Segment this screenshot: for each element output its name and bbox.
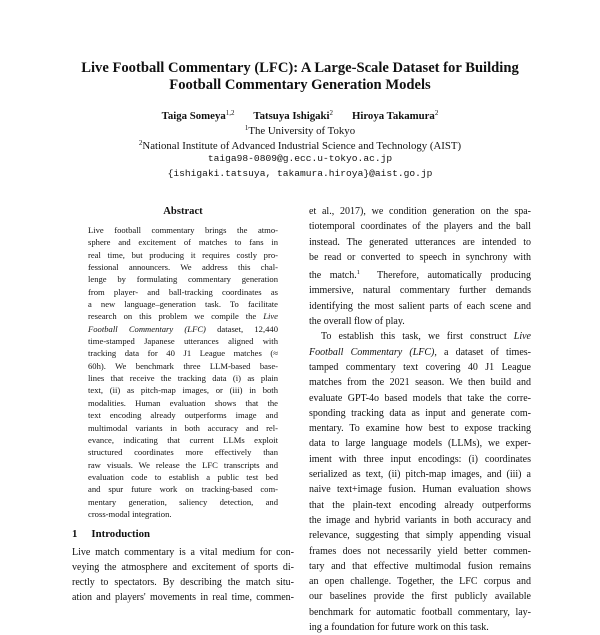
abstract-line: lines that receive the tracking data (i) as plain	[88, 373, 278, 384]
introduction-body	[72, 545, 294, 605]
body-line: benchmark for automatic football commentary, lay-	[309, 606, 531, 618]
intro-line: veying the atmosphere and excitement of sports di-	[72, 562, 294, 573]
footnote-mark: 1	[356, 269, 360, 277]
abstract-line: 60h). We benchmark three LLM-based base-	[88, 360, 278, 371]
abstract-line: lenge by formulating commentary generation	[88, 274, 278, 285]
abstract-line: a new language–generation task. To facilitate	[88, 299, 278, 310]
paper-title	[60, 60, 540, 94]
abstract-line: text encoding already outperforms image and	[88, 410, 278, 421]
abstract-line: Football Commentary (LFC) dataset, 12,440	[88, 323, 278, 334]
body-line: data to large language models (LLMs), we exper-	[309, 438, 531, 450]
body-line: sponding tracking data as input and generate com-	[309, 407, 531, 419]
author-name: Tatsuya Ishigaki	[253, 110, 330, 122]
intro-line: Live match commentary is a vital medium for con-	[72, 547, 294, 558]
title-line-2: Football Commentary Generation Models	[169, 77, 431, 93]
abstract-line: raw visuals. We release the LFC transcripts and	[88, 459, 278, 470]
abstract-line: real time, but producing it requires costly pro-	[88, 249, 278, 260]
abstract-line: cross-modal integration.	[88, 508, 172, 519]
body-line: the image and hybrid variants in both accuracy and	[309, 514, 531, 526]
body-line: tamped commentary text covering 40 J1 League	[309, 361, 531, 373]
intro-line: ation and players' movements in real time, commen-	[72, 592, 294, 603]
section-heading-introduction	[72, 528, 164, 540]
abstract-line: time-stamped Japanese utterances aligned with	[88, 336, 278, 347]
abstract-line: from player- and ball-tracking coordinates as	[88, 286, 278, 297]
abstract-line: evaluation code to establish a public test bed	[88, 471, 278, 482]
email-1: taiga98-0809@g.ecc.u-tokyo.ac.jp	[207, 153, 393, 164]
abstract-line: tracking data for 40 J1 League matches (≈	[88, 348, 278, 359]
abstract-heading: Abstract	[163, 206, 203, 217]
body-line: the overall flow of play.	[309, 316, 405, 328]
body-line: frames does not necessarily yield better commen-	[309, 545, 531, 557]
abstract-line: text, (ii) as pitch-map images, or (iii) in both	[88, 385, 278, 396]
abstract-line: evance, indicating that current LLMs exploit	[88, 434, 278, 445]
body-line: matches from the 2021 season. We then build and	[309, 377, 531, 389]
abstract-line: multimodal variants in both accuracy and rel-	[88, 422, 278, 433]
body-line: our baselines provide the first publicly available	[309, 591, 531, 603]
body-line: that the plain-text encoding already outperforms	[309, 499, 531, 511]
dataset-name-italic: Football Commentary (LFC)	[309, 346, 435, 358]
author-name: Taiga Someya	[161, 110, 226, 122]
dataset-name-italic: Live	[263, 311, 278, 322]
intro-line: rectly to spectators. By describing the match situ-	[72, 577, 294, 588]
dataset-name-italic: Live	[513, 331, 531, 343]
abstract-body	[88, 224, 278, 520]
body-line: evaluate GPT-4o based models that take the corre-	[309, 392, 531, 404]
title-line-1: Live Football Commentary (LFC): A Large-Scale Dataset for Building	[81, 60, 519, 76]
abstract-line: structured coordinates more effectively than	[88, 447, 278, 458]
dataset-name-italic: Football Commentary (LFC)	[88, 323, 206, 334]
body-line: the match.$^1$ Therefore, automatically producing	[309, 269, 532, 282]
body-line: be read or converted to speech in synchrony with	[309, 251, 531, 263]
body-line: immersive, natural commentary further demands	[309, 285, 531, 297]
body-line: an open challenge. Together, the LFC corpus and	[309, 576, 531, 588]
body-line: naive text+image fusion. Human evaluation shows	[309, 484, 531, 496]
body-line: ing a foundation for future work on this task.	[309, 622, 489, 634]
abstract-line: fessional announcers. We address this chal-	[88, 262, 278, 273]
author-affiliation-mark: 2	[434, 109, 439, 117]
body-line: To establish this task, we first construct Live	[321, 331, 531, 343]
abstract-line: and spur future work on tracking-based com-	[88, 484, 278, 495]
abstract-line: sphere and excitement of matches to fans in	[88, 237, 278, 248]
abstract-line: modalities. Human evaluation shows that the	[88, 397, 278, 408]
body-line: tary and that effective multimodal fusion remains	[309, 560, 531, 572]
body-line: mentary. To examine how best to expose tracking	[309, 423, 531, 435]
section-number: 1	[72, 528, 78, 540]
email-2: {ishigaki.tatsuya, takamura.hiroya}@aist.go.jp	[167, 168, 433, 179]
author-affiliation-mark: 2	[329, 109, 334, 117]
body-line: iment with three input encodings: (i) coordinates	[309, 453, 531, 465]
body-line: serialized as text, (ii) pitch-map images, and (iii) a	[309, 469, 531, 481]
affiliation-2: $^2$National Institute of Advanced Industrial Science and Technology (AIST)	[138, 139, 462, 152]
section-title: Introduction	[91, 528, 151, 540]
right-column-body	[309, 204, 531, 635]
body-line: tiotemporal coordinates of the players and the ball	[309, 221, 531, 233]
affiliation-1: $^1$The University of Tokyo	[244, 124, 356, 137]
body-line: relevance, suggesting that simply appending visual	[309, 530, 531, 542]
body-line: Football Commentary (LFC), a dataset of times-	[309, 346, 531, 358]
author-affiliation-mark: 1,2	[225, 109, 235, 117]
body-line: et al., 2017), we condition generation on the spa-	[309, 206, 531, 217]
body-line: instead. The generated utterances are intended to	[309, 236, 531, 248]
body-line: identifying the most salient parts of each scene and	[309, 300, 531, 312]
abstract-line: research on this problem we compile the Live	[88, 311, 278, 322]
author-name: Hiroya Takamura	[351, 110, 435, 122]
abstract-line: Live football commentary brings the atmo-	[88, 225, 278, 235]
abstract-line: mentary generation, saliency detection, and	[88, 496, 278, 507]
